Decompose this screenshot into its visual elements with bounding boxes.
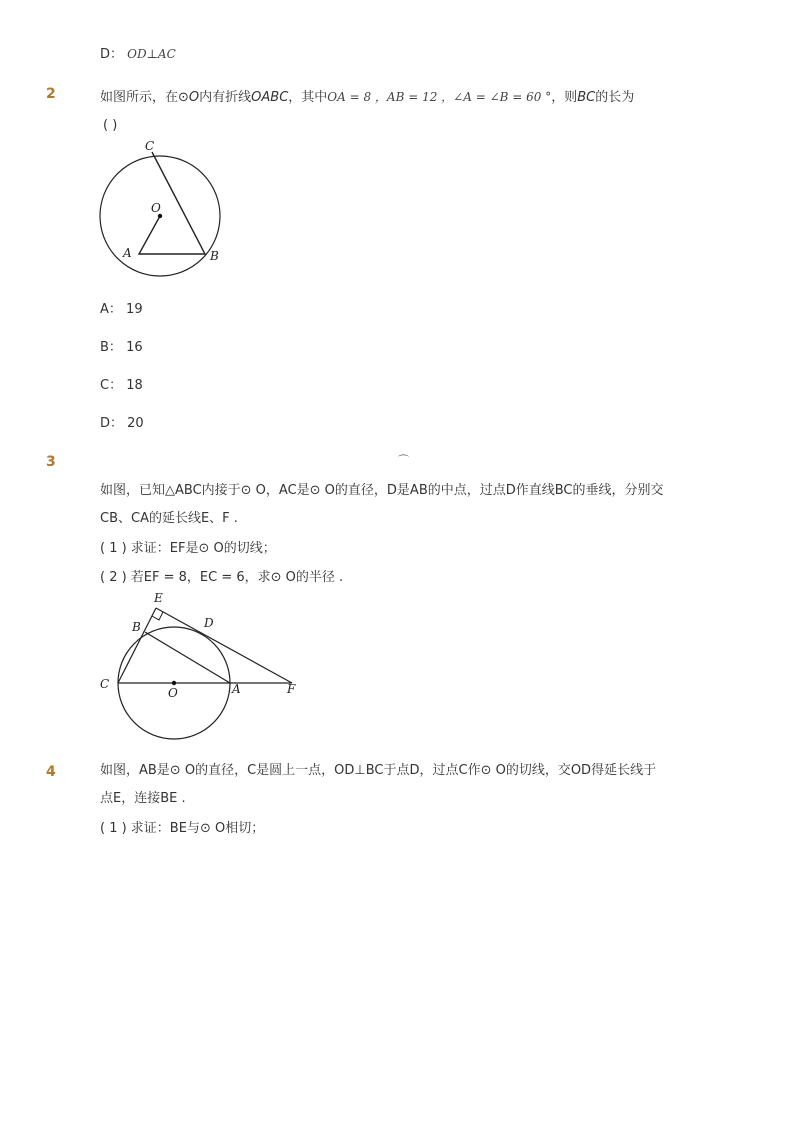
q3-stem-line2: CB、CA的延长线E、F . xyxy=(100,511,238,526)
q2-option-c-value: 18 xyxy=(126,378,143,393)
q2-stem-bc: BC xyxy=(577,90,596,105)
q2-option-a-value: 19 xyxy=(126,302,143,317)
q2-option-c-label: C： xyxy=(100,378,123,393)
q3-stem-line1: 如图，已知△ABC内接于⊙ O，AC是⊙ O的直径，D是AB的中点，过点D作直线BC的垂线，分别交 xyxy=(100,483,664,498)
q3-part2: ( 2 ) 若EF = 8，EC = 6，求⊙ O的半径 . xyxy=(100,570,344,585)
q2-label-a: A xyxy=(123,246,132,260)
q2-option-d-value: 20 xyxy=(127,416,144,431)
q3-line-ba xyxy=(145,632,230,683)
q3-label-b: B xyxy=(132,620,141,634)
q3-arc-mark: ⌒ xyxy=(398,454,409,467)
q2-answer-blank: ( ) xyxy=(103,118,118,133)
q2-stem-pre: 如图所示，在⊙ xyxy=(100,90,189,105)
q1-option-d-label: D： xyxy=(100,47,124,62)
q2-option-b-value: 16 xyxy=(126,340,143,355)
q2-stem-oabc: OABC xyxy=(251,90,289,105)
q2-option-a-label: A： xyxy=(100,302,122,317)
q2-number: 2 xyxy=(46,86,56,102)
q2-option-d-label: D： xyxy=(100,416,124,431)
q2-label-b: B xyxy=(210,249,219,263)
q3-center-point xyxy=(172,681,176,685)
q2-label-c: C xyxy=(145,139,155,153)
q2-stem-o: O xyxy=(188,90,200,105)
q2-option-b-label: B： xyxy=(100,340,122,355)
q2-stem-mid2: ，其中 xyxy=(288,90,328,105)
q3-label-o: O xyxy=(168,686,178,700)
q4-stem-line2: 点E，连接BE . xyxy=(100,791,186,806)
q3-line-ef xyxy=(156,608,292,683)
q3-label-a: A xyxy=(232,682,241,696)
q2-stem-mid: 内有折线 xyxy=(199,90,252,105)
q3-label-f: F xyxy=(287,682,296,696)
q2-label-o: O xyxy=(151,201,161,215)
q1-option-d-expr: OD⊥AC xyxy=(127,47,176,61)
q2-stem-expr: OA = 8 ，AB = 12 ，∠A = ∠B = 60 ° xyxy=(327,90,552,104)
q3-part1: ( 1 ) 求证：EF是⊙ O的切线； xyxy=(100,541,276,556)
q3-label-c: C xyxy=(100,677,110,691)
q3-label-e: E xyxy=(154,591,163,605)
q3-label-d: D xyxy=(204,616,214,630)
q2-stem-post: ，则 xyxy=(551,90,578,105)
q2-stem-end: 的长为 xyxy=(595,90,635,105)
q4-number: 4 xyxy=(46,764,56,780)
q3-number: 3 xyxy=(46,454,56,470)
q4-part1: ( 1 ) 求证：BE与⊙ O相切； xyxy=(100,821,265,836)
q4-stem-line1: 如图，AB是⊙ O的直径，C是圆上一点，OD⊥BC于点D，过点C作⊙ O的切线，交OD得延长线于 xyxy=(100,763,657,778)
